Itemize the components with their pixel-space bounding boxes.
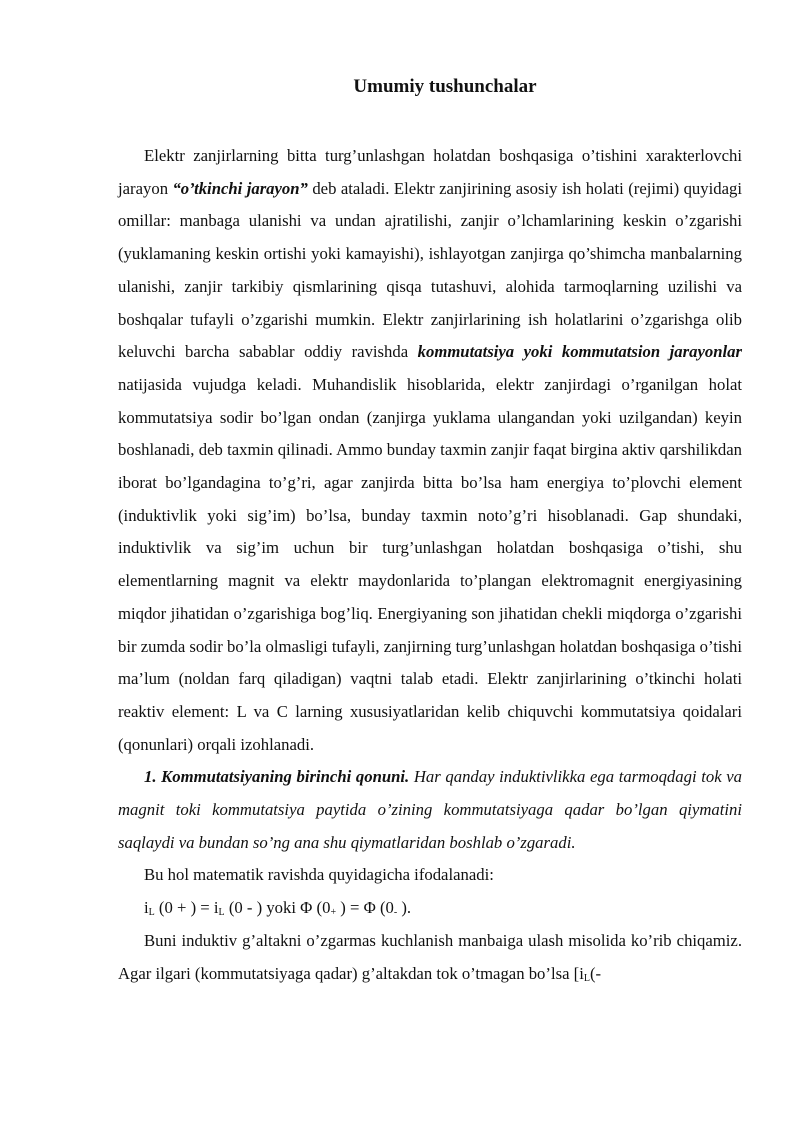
intro-text-3: natijasida vujudga keladi. Muhandislik hisoblarida, elektr zanjirdagi o’rganilgan holat kommutatsiya sodir bo’lgan ondan (zanjirga yuklama ulangandan yoki uzilgandan) keyin boshlanadi, deb taxmin qilinadi. Ammo bunday taxmin zanjir faqat birgina aktiv qarshilikdan iborat bo’lgandagina to’g’ri, agar zanjirda bitta bo’lsa ham energiya to’plovchi element (induktivlik yoki sig’im) bo’lsa, bunday taxmin noto’g’ri hisoblanadi. Gap shundaki, induktivlik va sig’im uchun bir turg’unlashgan holatdan boshqasiga o’tishi, shu elementlarning magnit va elektr maydonlarida to’plangan elektromagnit energiyasining miqdor jihatidan o’zgarishiga bog’liq. Energiyaning son jihatidan chekli miqdorga o’zgarishi bir zumda sodir bo’la olmasligi tufayli, zanjirning turg’unlashgan holatdan boshqasiga o’tishi ma’lum (noldan farq qiladigan) vaqtni talab etadi. Elektr zanjirlarining o’tkinchi holati reaktiv element: L va C larning xususiyatlaridan kelib chiquvchi kommutatsiya qoidalari (qonunlari) orqali izohlanadi. [118, 374, 742, 754]
page-title: Umumiy tushunchalar [353, 76, 537, 97]
term-transient-process: “o’tkinchi jarayon” [172, 178, 308, 198]
intro-paragraph [118, 140, 742, 761]
first-law-paragraph [118, 761, 742, 859]
example-subscript: L [583, 972, 590, 984]
formula-current-symbol: i [144, 898, 149, 918]
formula-part-c: ) = Φ (0 [336, 898, 394, 918]
example-text: Buni induktiv g’altakni o’zgarmas kuchlanish manbaiga ulash misolida ko’rib chiqamiz. Agar ilgari (kommutatsiyaga qadar) g’altakdan tok o’tmagan bo’lsa [i [118, 930, 742, 983]
formula-line [118, 892, 742, 925]
intro-text-1: Elektr zanjirlarning bitta turg’unlashgan holatdan boshqasiga o’tishini xarakterlovchi jarayon [118, 146, 742, 198]
first-law-heading: 1. Kommutatsiyaning birinchi qonuni. [144, 767, 410, 787]
intro-text-2: deb ataladi. Elektr zanjirining asosiy ish holati (rejimi) quyidagi omillar: manbaga ulanishi va undan ajratilishi, zanjir o’lchamlarining keskin o’zgarishi (yuklamaning keskin ortishi yoki kamayishi), ishlayotgan zanjirga qo’shimcha manbalarning ulanishi, zanjir tarkibiy qismlarining qisqa tutashuvi, alohida tarmoqlarning uzilishi va boshqalar tufayli o’zgarishi mumkin. Elektr zanjirlarining ish holatlarini o’zgarishga olib keluvchi barcha sabablar oddiy ravishda [118, 178, 742, 362]
formula-part-d: ). [397, 898, 412, 918]
formula-subscript-2: L [218, 907, 225, 919]
document-body [118, 140, 742, 990]
formula-part-a: (0 + ) = [154, 898, 214, 918]
math-intro-paragraph: Bu hol matematik ravishda quyidagicha ifodalanadi: [144, 865, 494, 885]
formula-subscript: L [148, 907, 155, 919]
formula-minus-subscript: - [393, 907, 398, 919]
first-law-text: Har qanday induktivlikka ega tarmoqdagi tok va magnit toki kommutatsiya paytida o’zining kommutatsiyaga qadar bo’lgan qiymatini saqlaydi va bundan so’ng ana shu qiymatlaridan boshlab o’zgaradi. [118, 767, 742, 852]
formula-part-b: (0 - ) yoki Φ (0 [224, 898, 331, 918]
example-tail: (- [589, 963, 602, 983]
term-commutation: kommutatsiya yoki kommutatsion jarayonlar [417, 342, 742, 362]
formula-plus-subscript: + [330, 907, 337, 919]
example-paragraph [118, 925, 742, 990]
formula-current-symbol-2: i [213, 898, 219, 918]
